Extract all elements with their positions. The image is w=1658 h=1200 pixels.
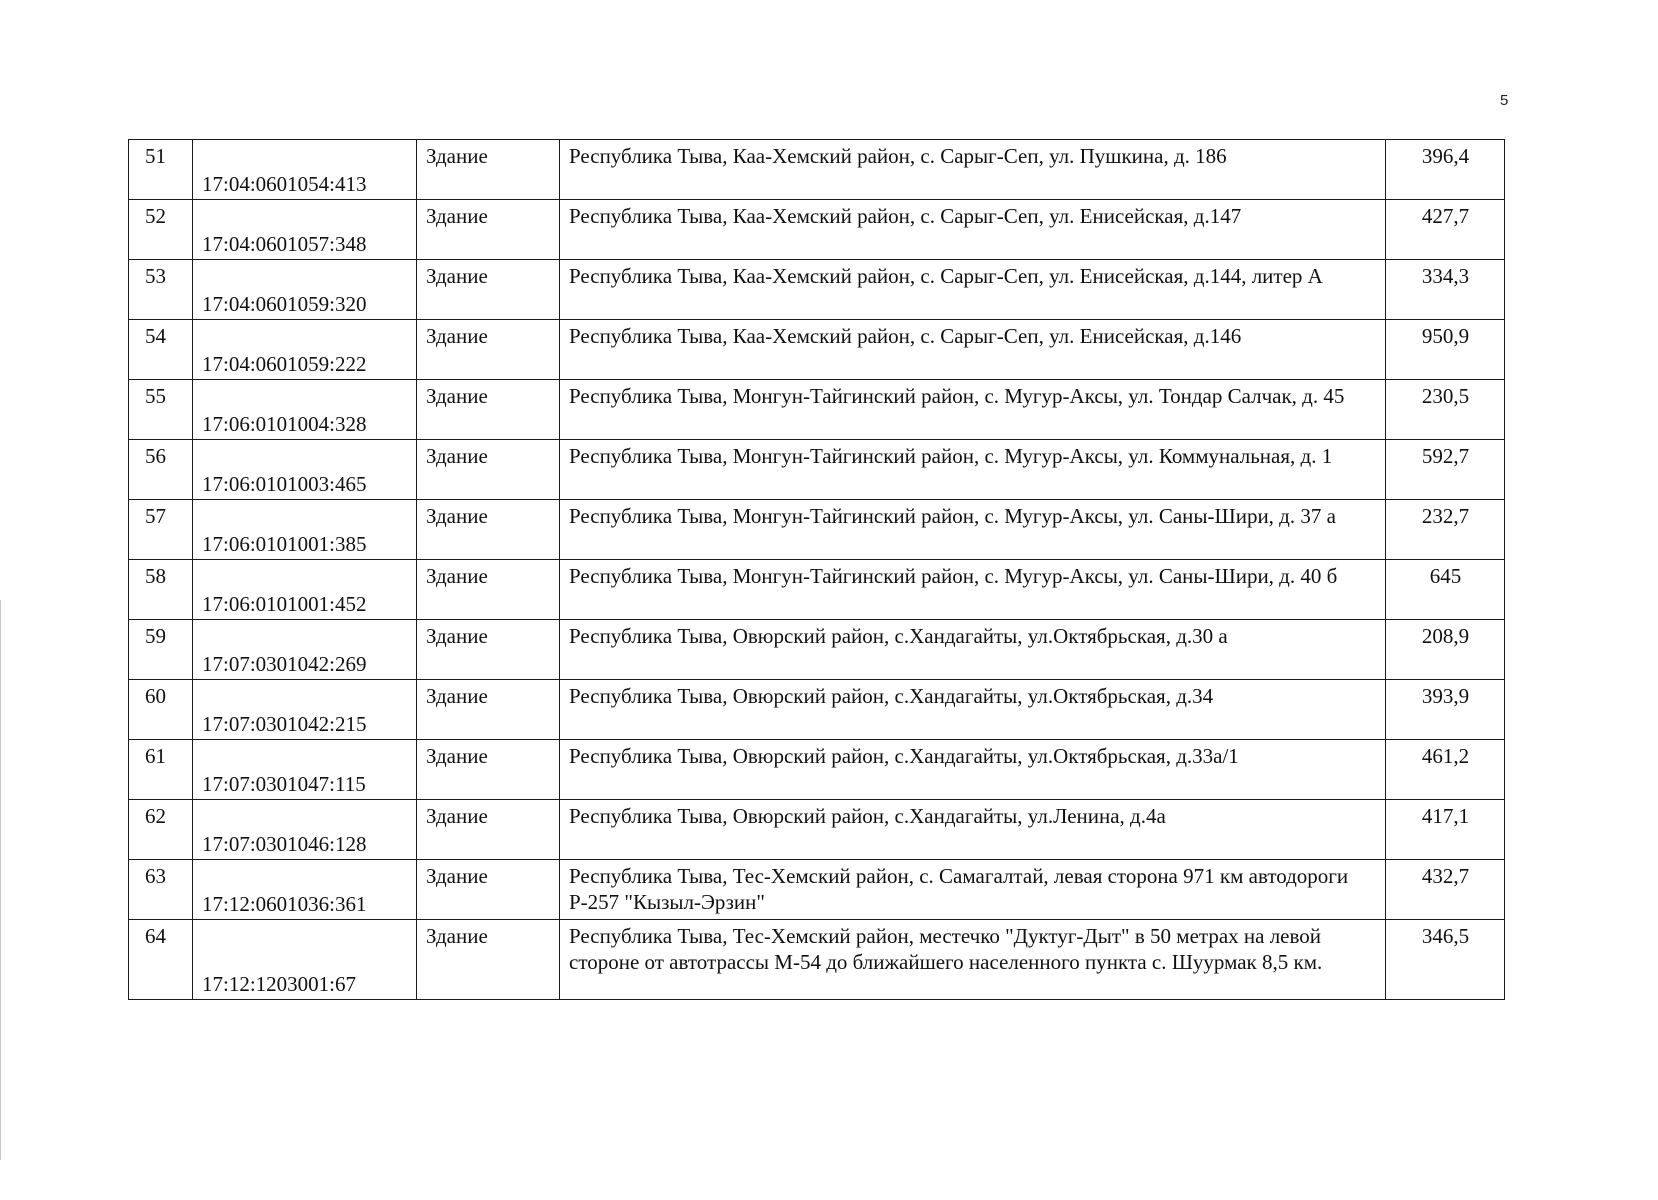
- row-number: 53: [129, 260, 193, 320]
- object-address: Республика Тыва, Тес-Хемский район, местечко "Дуктуг-Дыт" в 50 метрах на левой стороне от автотрассы М-54 до ближайшего населенного пункта с. Шуурмак 8,5 км.: [560, 920, 1386, 1000]
- object-area: 950,9: [1386, 320, 1505, 380]
- row-number: 61: [129, 740, 193, 800]
- cadastral-number: 17:04:0601059:320: [193, 260, 417, 320]
- cadastral-number: 17:12:0601036:361: [193, 860, 417, 920]
- object-area: 427,7: [1386, 200, 1505, 260]
- row-number: 54: [129, 320, 193, 380]
- cadastral-number: 17:06:0101001:452: [193, 560, 417, 620]
- object-address: Республика Тыва, Овюрский район, с.Хандагайты, ул.Октябрьская, д.34: [560, 680, 1386, 740]
- object-area: 417,1: [1386, 800, 1505, 860]
- object-type: Здание: [417, 620, 560, 680]
- object-address: Республика Тыва, Тес-Хемский район, с. Самагалтай, левая сторона 971 км автодороги Р-257 "Кызыл-Эрзин": [560, 860, 1386, 920]
- row-number: 57: [129, 500, 193, 560]
- object-address: Республика Тыва, Овюрский район, с.Хандагайты, ул.Октябрьская, д.33а/1: [560, 740, 1386, 800]
- object-area: 461,2: [1386, 740, 1505, 800]
- row-number: 52: [129, 200, 193, 260]
- property-table: [128, 139, 1505, 1000]
- table-row: [129, 740, 1505, 800]
- cadastral-number: 17:06:0101004:328: [193, 380, 417, 440]
- object-area: 393,9: [1386, 680, 1505, 740]
- scan-edge-mark: [0, 600, 1, 1160]
- table-row: [129, 680, 1505, 740]
- page-number: 5: [1500, 92, 1509, 109]
- row-number: 56: [129, 440, 193, 500]
- object-address: Республика Тыва, Овюрский район, с.Хандагайты, ул.Ленина, д.4а: [560, 800, 1386, 860]
- cadastral-number: 17:04:0601059:222: [193, 320, 417, 380]
- object-area: 432,7: [1386, 860, 1505, 920]
- row-number: 64: [129, 920, 193, 1000]
- table-row: [129, 260, 1505, 320]
- object-area: 334,3: [1386, 260, 1505, 320]
- object-type: Здание: [417, 560, 560, 620]
- object-area: 592,7: [1386, 440, 1505, 500]
- row-number: 62: [129, 800, 193, 860]
- object-address: Республика Тыва, Каа-Хемский район, с. Сарыг-Сеп, ул. Пушкина, д. 186: [560, 140, 1386, 200]
- table-row: [129, 860, 1505, 920]
- object-area: 232,7: [1386, 500, 1505, 560]
- object-address: Республика Тыва, Каа-Хемский район, с. Сарыг-Сеп, ул. Енисейская, д.144, литер А: [560, 260, 1386, 320]
- object-type: Здание: [417, 380, 560, 440]
- table-row: [129, 560, 1505, 620]
- row-number: 58: [129, 560, 193, 620]
- table-row: [129, 200, 1505, 260]
- object-type: Здание: [417, 440, 560, 500]
- object-type: Здание: [417, 500, 560, 560]
- cadastral-number: 17:12:1203001:67: [193, 920, 417, 1000]
- table-row: [129, 440, 1505, 500]
- table-row: [129, 500, 1505, 560]
- object-type: Здание: [417, 320, 560, 380]
- object-area: 346,5: [1386, 920, 1505, 1000]
- object-type: Здание: [417, 140, 560, 200]
- object-area: 208,9: [1386, 620, 1505, 680]
- cadastral-number: 17:04:0601054:413: [193, 140, 417, 200]
- row-number: 59: [129, 620, 193, 680]
- object-address: Республика Тыва, Монгун-Тайгинский район, с. Мугур-Аксы, ул. Саны-Шири, д. 37 а: [560, 500, 1386, 560]
- row-number: 60: [129, 680, 193, 740]
- cadastral-number: 17:07:0301046:128: [193, 800, 417, 860]
- object-area: 230,5: [1386, 380, 1505, 440]
- cadastral-number: 17:07:0301042:269: [193, 620, 417, 680]
- row-number: 55: [129, 380, 193, 440]
- cadastral-number: 17:06:0101003:465: [193, 440, 417, 500]
- table-row: [129, 800, 1505, 860]
- table-row: [129, 320, 1505, 380]
- object-address: Республика Тыва, Монгун-Тайгинский район, с. Мугур-Аксы, ул. Саны-Шири, д. 40 б: [560, 560, 1386, 620]
- object-address: Республика Тыва, Каа-Хемский район, с. Сарыг-Сеп, ул. Енисейская, д.147: [560, 200, 1386, 260]
- table-row: [129, 920, 1505, 1000]
- cadastral-number: 17:07:0301042:215: [193, 680, 417, 740]
- object-type: Здание: [417, 260, 560, 320]
- row-number: 51: [129, 140, 193, 200]
- table-row: [129, 140, 1505, 200]
- object-area: 645: [1386, 560, 1505, 620]
- table-row: [129, 620, 1505, 680]
- object-type: Здание: [417, 800, 560, 860]
- object-address: Республика Тыва, Монгун-Тайгинский район, с. Мугур-Аксы, ул. Тондар Салчак, д. 45: [560, 380, 1386, 440]
- object-type: Здание: [417, 860, 560, 920]
- object-type: Здание: [417, 920, 560, 1000]
- object-type: Здание: [417, 200, 560, 260]
- object-type: Здание: [417, 680, 560, 740]
- object-type: Здание: [417, 740, 560, 800]
- cadastral-number: 17:04:0601057:348: [193, 200, 417, 260]
- row-number: 63: [129, 860, 193, 920]
- object-address: Республика Тыва, Овюрский район, с.Хандагайты, ул.Октябрьская, д.30 а: [560, 620, 1386, 680]
- cadastral-number: 17:07:0301047:115: [193, 740, 417, 800]
- cadastral-number: 17:06:0101001:385: [193, 500, 417, 560]
- table-row: [129, 380, 1505, 440]
- object-area: 396,4: [1386, 140, 1505, 200]
- object-address: Республика Тыва, Монгун-Тайгинский район, с. Мугур-Аксы, ул. Коммунальная, д. 1: [560, 440, 1386, 500]
- object-address: Республика Тыва, Каа-Хемский район, с. Сарыг-Сеп, ул. Енисейская, д.146: [560, 320, 1386, 380]
